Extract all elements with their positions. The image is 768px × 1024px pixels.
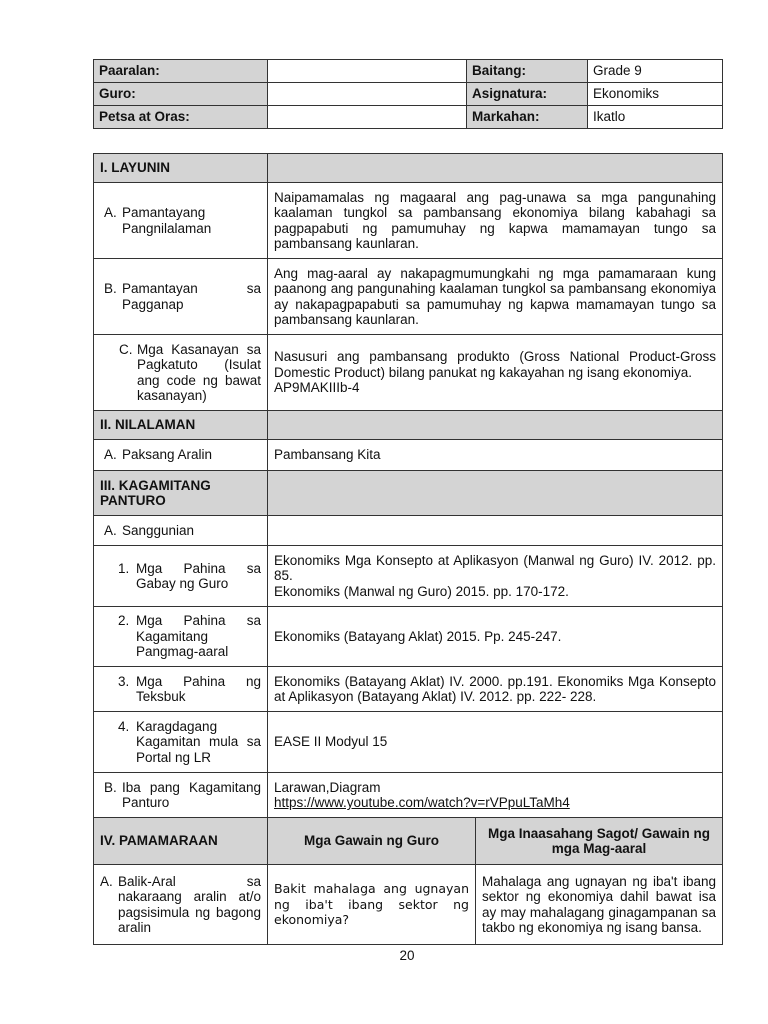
section-row-nilalaman: [94, 411, 723, 440]
row-pamantayang-pangnilalaman: [94, 183, 723, 259]
row-balik-aral: [94, 865, 723, 945]
section-row-kagamitan: [94, 471, 723, 516]
kasanayan-text: Nasusuri ang pambansang produkto (Gross National Product-Gross Domestic Product) bilang panukat ng kakayahan ng isang ekonomiya.: [274, 349, 716, 380]
text-pamantayang-pangnilalaman: Naipamamalas ng magaaral ang pag-unawa sa mga pangunahing kaalaman tungkol sa pambansang ekonomiya bilang kabahagi sa pagpapabuti ng pamumuhay ng kapwa mamamayan tungo sa pambansang kaunlaran.: [268, 183, 723, 259]
school-label: Paaralan:: [94, 60, 268, 83]
item-label: Sanggunian: [122, 522, 195, 538]
teacher-label: Guro:: [94, 83, 268, 106]
item-letter: B.: [104, 779, 117, 795]
item-letter: A.: [104, 522, 117, 538]
section-heading-filler: [268, 154, 723, 183]
item-letter: A.: [100, 873, 113, 889]
row-kagamitang-pangmag-aaral: [94, 607, 723, 667]
quarter-label: Markahan:: [467, 106, 588, 129]
item-label: Mga Pahina sa Kagamitang Pangmag-aaral: [136, 613, 261, 660]
section-heading-filler: [268, 471, 723, 516]
subject-value: Ekonomiks: [588, 83, 723, 106]
item-letter: C.: [119, 341, 133, 357]
label-paksang-aralin: [94, 440, 268, 471]
kagamitan-types: Larawan,Diagram: [274, 779, 381, 795]
lesson-plan-table: [93, 153, 723, 945]
item-label: Paksang Aralin: [122, 447, 213, 463]
quarter-value: Ikatlo: [588, 106, 723, 129]
label-pamantayan-sa-pagganap: [94, 259, 268, 335]
section-row-pamamaraan: [94, 818, 723, 865]
row-sanggunian: [94, 516, 723, 546]
kasanayan-code: AP9MAKIIIb-4: [274, 380, 360, 396]
text-balik-aral-mag-aaral: Mahalaga ang ugnayan ng iba't ibang sektor ng ekonomiya dahil bawat isa ay may mahalagang ginagampanan sa takbo ng ekonomiya ng isang bansa.: [476, 865, 723, 945]
item-label: Pamantayan sa Pagganap: [122, 281, 261, 312]
teacher-value: [268, 83, 467, 106]
text-portal-ng-lr: EASE II Modyul 15: [268, 712, 723, 773]
item-label: Mga Kasanayan sa Pagkatuto (Isulat ang code ng bawat kasanayan): [137, 341, 261, 403]
row-teksbuk: [94, 667, 723, 712]
section-heading-filler: [268, 411, 723, 440]
text-iba-pang-kagamitan: [268, 773, 723, 818]
label-kagamitang-pangmag-aaral: [94, 607, 268, 667]
label-pamantayang-pangnilalaman: [94, 183, 268, 259]
item-label: Balik-Aral sa nakaraang aralin at/o pagsisimula ng bagong aralin: [118, 873, 261, 935]
row-portal-ng-lr: [94, 712, 723, 773]
label-iba-pang-kagamitan: [94, 773, 268, 818]
label-teksbuk: [94, 667, 268, 712]
item-label: Pamantayang Pangnilalaman: [122, 205, 212, 236]
item-label: Iba pang Kagamitang Panturo: [122, 779, 261, 810]
gabay-line-2: Ekonomiks (Manwal ng Guro) 2015. pp. 170-172.: [274, 583, 569, 599]
row-iba-pang-kagamitan: [94, 773, 723, 818]
label-gabay-ng-guro: [94, 546, 268, 607]
grade-value: Grade 9: [588, 60, 723, 83]
section-heading-layunin: I. LAYUNIN: [94, 154, 268, 183]
row-gabay-ng-guro: [94, 546, 723, 607]
text-paksang-aralin: Pambansang Kita: [268, 440, 723, 471]
item-letter: A.: [104, 447, 117, 463]
section-heading-kagamitan: III. KAGAMITANG PANTURO: [94, 471, 268, 516]
row-kasanayan-sa-pagkatuto: [94, 335, 723, 411]
text-balik-aral-guro: Bakit mahalaga ang ugnayan ng iba't ibang sektor ng ekonomiya?: [268, 865, 476, 945]
item-label: Karagdagang Kagamitan mula sa Portal ng LR: [136, 718, 261, 765]
item-number: 1.: [118, 560, 130, 576]
section-heading-pamamaraan: IV. PAMAMARAAN: [94, 818, 268, 865]
text-gabay-ng-guro: [268, 546, 723, 607]
column-header-gawain-guro: Mga Gawain ng Guro: [268, 818, 476, 865]
text-sanggunian: [268, 516, 723, 546]
label-balik-aral: [94, 865, 268, 945]
header-row-school: [94, 60, 723, 83]
label-portal-ng-lr: [94, 712, 268, 773]
label-sanggunian: [94, 516, 268, 546]
item-number: 4.: [118, 718, 130, 734]
school-value: [268, 60, 467, 83]
date-label: Petsa at Oras:: [94, 106, 268, 129]
item-label: Mga Pahina sa Gabay ng Guro: [136, 560, 261, 591]
text-kagamitang-pangmag-aaral: Ekonomiks (Batayang Aklat) 2015. Pp. 245-247.: [268, 607, 723, 667]
item-letter: A.: [104, 205, 117, 220]
youtube-link[interactable]: https://www.youtube.com/watch?v=rVPpuLTaMh4: [274, 795, 570, 810]
page-number: 20: [399, 948, 415, 963]
label-kasanayan-sa-pagkatuto: [94, 335, 268, 411]
text-kasanayan-sa-pagkatuto: [268, 335, 723, 411]
row-paksang-aralin: [94, 440, 723, 471]
header-info-table: [93, 59, 723, 129]
row-pamantayan-sa-pagganap: [94, 259, 723, 335]
grade-label: Baitang:: [467, 60, 588, 83]
header-row-date: [94, 106, 723, 129]
column-header-gawain-mag-aaral: Mga Inaasahang Sagot/ Gawain ng mga Mag-aaral: [476, 818, 723, 865]
text-pamantayan-sa-pagganap: Ang mag-aaral ay nakapagmumungkahi ng mga pamamaraan kung paanong ang pangunahing kaalaman tungkol sa pambansang ekonomiya ay nakapagpapabuti sa pamumuhay ng kapwa mamamayan tungo sa pambansang kaunlaran.: [268, 259, 723, 335]
header-row-teacher: [94, 83, 723, 106]
subject-label: Asignatura:: [467, 83, 588, 106]
text-teksbuk: Ekonomiks (Batayang Aklat) IV. 2000. pp.191. Ekonomiks Mga Konsepto at Aplikasyon (Batayang Aklat) IV. 2012. pp. 222- 228.: [268, 667, 723, 712]
item-label: Mga Pahina ng Teksbuk: [136, 673, 261, 704]
gabay-line-1: Ekonomiks Mga Konsepto at Aplikasyon (Manwal ng Guro) IV. 2012. pp. 85.: [274, 552, 716, 584]
section-heading-nilalaman: II. NILALAMAN: [94, 411, 268, 440]
section-row-layunin: [94, 154, 723, 183]
date-value: [268, 106, 467, 129]
item-number: 3.: [118, 673, 130, 689]
item-number: 2.: [118, 613, 130, 629]
item-letter: B.: [104, 281, 117, 296]
